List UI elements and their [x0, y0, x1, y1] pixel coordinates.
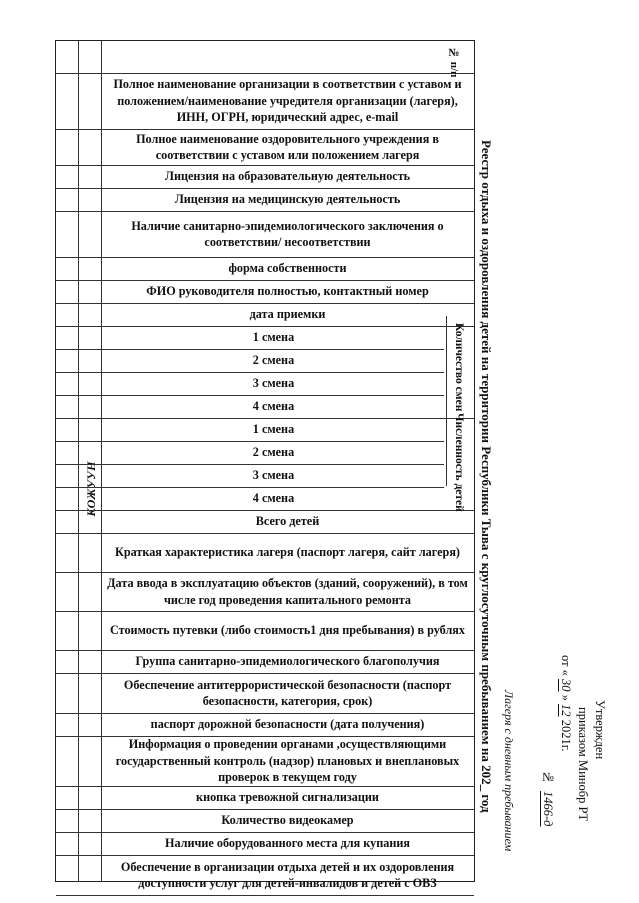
approval-year: 2021г. — [559, 719, 573, 752]
table-row: 1 смена — [252, 422, 295, 437]
page-title: Реестр отдыха и оздоровления детей на территории Республики Тыва с круглосуточным пребыванием на 202_ год — [479, 140, 494, 813]
approval-month: 12 — [559, 704, 573, 717]
table-row: Наличие оборудованного места для купания — [165, 836, 410, 851]
approval-date-line — [558, 655, 573, 752]
table-row: Лицензия на медицинскую деятельность — [174, 192, 401, 207]
table-row: Краткая характеристика лагеря (паспорт лагеря, сайт лагеря) — [115, 545, 460, 560]
row-divider — [56, 895, 474, 896]
approval-date-prefix: от « — [559, 655, 573, 676]
table-rows — [101, 41, 474, 890]
approval-approved: Утвержден — [593, 700, 607, 760]
approval-number-line — [540, 770, 555, 827]
table-row: Наличие санитарно-эпидемиологического заключения о соответствии/ несоответствии — [131, 218, 444, 249]
table-row: форма собственности — [228, 261, 347, 276]
table-row: Обеспечение антитеррористической безопасности (паспорт безопасности, категория, срок) — [123, 677, 452, 708]
approval-order: приказом Минобр РТ — [576, 707, 590, 822]
district-label: КОЖУУН — [84, 461, 98, 517]
table-row: 4 смена — [252, 399, 295, 414]
column-line — [78, 41, 79, 881]
table-row: Группа санитарно-эпидемиологического благополучия — [135, 654, 440, 669]
table-row: 1 смена — [252, 330, 295, 345]
table-row: Дата ввода в эксплуатацию объектов (зданий, сооружений), в том числе год проведения капитального ремонта — [107, 576, 468, 607]
table-row: Информация о проведении органами ,осуществляющими государственный контроль (надзор) плановых и внеплановых проверок в текущем году — [115, 737, 460, 785]
table-row: 3 смена — [252, 376, 295, 391]
number-header: № п/п — [448, 47, 460, 78]
approval-number-prefix: № — [541, 770, 555, 784]
table-row: 2 смена — [252, 353, 295, 368]
table-row: Всего детей — [255, 514, 320, 529]
table-row: Обеспечение в организации отдыха детей и их оздоровления доступности услуг для детей-инвалидов и детей с ОВЗ — [120, 859, 455, 890]
registry-table — [55, 40, 475, 890]
table-row: ФИО руководителя полностью, контактный номер — [146, 284, 429, 299]
table-row: Стоимость путевки (либо стоимость1 дня пребывания) в рублях — [109, 623, 465, 638]
approval-month-sep: » — [559, 694, 573, 701]
table-row: 3 смена — [252, 468, 295, 483]
table-row: Полное наименование организации в соответствии с уставом и положением/наименование учредителя организации (лагеря), ИНН, ОГРН, юридический адрес, e-mail — [113, 77, 462, 125]
table-row: паспорт дорожной безопасности (дата получения) — [150, 717, 425, 732]
handwritten-note: Лагеря с дневным пребыванием — [502, 690, 516, 852]
approval-day: 30 — [559, 679, 573, 692]
approval-number: 1466-д — [541, 791, 555, 827]
table-row: 4 смена — [252, 491, 295, 506]
table-row: дата приемки — [249, 307, 326, 322]
table-row: Лицензия на образовательную деятельность — [164, 169, 411, 184]
table-row: кнопка тревожной сигнализации — [196, 790, 379, 805]
group-children-label: Численность детей — [452, 413, 465, 512]
table-row: 2 смена — [252, 445, 295, 460]
table-row: Полное наименование оздоровительного учреждения в соответствии с уставом или положением лагеря — [136, 131, 439, 162]
table-row: Количество видеокамер — [221, 813, 354, 828]
group-shifts-label: Количество смен — [452, 323, 465, 412]
